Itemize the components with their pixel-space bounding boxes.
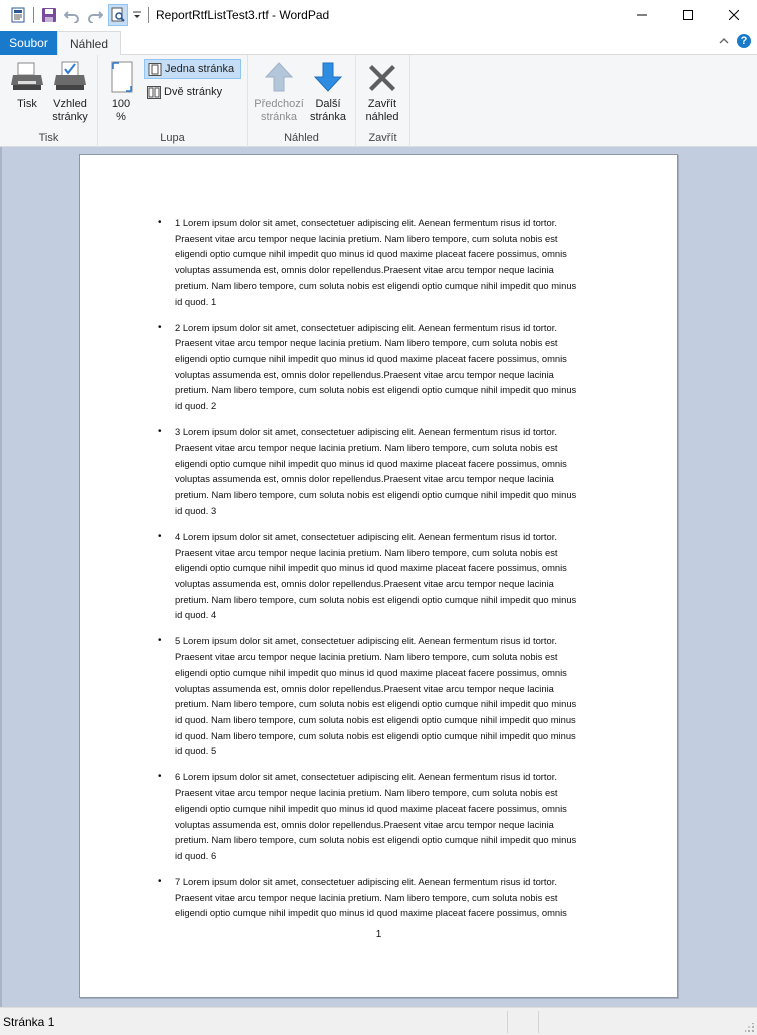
list-item-line: eligendi optio cumque nihil impedit quo minus id quod maxime placeat facere possimus, omnis	[175, 248, 567, 260]
list-item-line: 4 Lorem ipsum dolor sit amet, consectetuer adipiscing elit. Aenean fermentum risus id tortor.	[175, 530, 557, 542]
two-pages-label: Dvě stránky	[164, 86, 223, 98]
list-item-line: eligendi optio cumque nihil impedit quo minus id quod maxime placeat facere possimus, omnis	[175, 562, 567, 574]
status-page-indicator: Stránka 1	[3, 1015, 55, 1029]
two-pages-icon	[147, 86, 161, 99]
zoom-100-label	[112, 98, 130, 124]
list-item-line: voluptas assumenda est, omnis dolor repellendus.Praesent vitae arcu tempor neque lacinia	[175, 818, 554, 830]
list-item-line: Praesent vitae arcu tempor neque lacinia pretium. Nam libero tempore, cum soluta nobis est	[175, 651, 558, 663]
list-bullet: •	[158, 217, 162, 228]
list-bullet: •	[158, 321, 162, 333]
preview-group-label: Náhled	[284, 132, 319, 144]
arrow-up-icon	[261, 59, 297, 95]
list-item-line: eligendi optio cumque nihil impedit quo minus id quod maxime placeat facere possimus, omnis	[175, 666, 567, 678]
list-item	[158, 529, 628, 623]
list-item-line: id quod. 3	[175, 504, 217, 516]
print-group-label: Tisk	[38, 132, 59, 144]
close-preview-button[interactable]	[360, 59, 404, 124]
list-item-line: eligendi optio cumque nihil impedit quo minus id quod maxime placeat facere possimus, omnis	[175, 907, 567, 919]
previous-page-label-line2: stránka	[260, 111, 298, 123]
two-pages-button[interactable]	[144, 82, 241, 102]
list-item	[158, 874, 628, 921]
help-icon[interactable]: ?	[737, 34, 751, 48]
list-item-line: 3 Lorem ipsum dolor sit amet, consectetuer adipiscing elit. Aenean fermentum risus id tortor.	[175, 426, 557, 438]
page-setup-label-line2: stránky	[52, 111, 88, 123]
next-page-label-line1: Další	[315, 98, 341, 110]
list-item-line: id quod. Nam libero tempore, cum soluta nobis est eligendi optio cumque nihil impedit quo minus	[175, 729, 576, 741]
title-bar	[0, 0, 757, 30]
list-item	[158, 424, 628, 518]
previous-page-label-line1: Předchozí	[254, 98, 304, 110]
one-page-label: Jedna stránka	[165, 63, 235, 75]
print-preview-icon[interactable]	[108, 4, 128, 26]
list-item-line: Praesent vitae arcu tempor neque lacinia pretium. Nam libero tempore, cum soluta nobis est	[175, 891, 558, 903]
undo-icon[interactable]	[62, 4, 82, 26]
list-item	[158, 633, 628, 759]
page-setup-label	[52, 98, 87, 124]
next-page-label-line2: stránka	[309, 111, 347, 123]
list-item-line: eligendi optio cumque nihil impedit quo minus id quod maxime placeat facere possimus, omnis	[175, 802, 567, 814]
list-item-line: pretium. Nam libero tempore, cum soluta nobis est eligendi optio cumque nihil impedit quo minus	[175, 384, 577, 396]
status-divider	[507, 1011, 508, 1033]
one-page-icon	[148, 63, 162, 76]
tab-preview[interactable]: Náhled	[57, 31, 121, 56]
qat-separator	[33, 7, 34, 23]
close-preview-x-icon	[364, 59, 400, 95]
list-item-line: Praesent vitae arcu tempor neque lacinia pretium. Nam libero tempore, cum soluta nobis est	[175, 441, 558, 453]
list-item-line: eligendi optio cumque nihil impedit quo minus id quod maxime placeat facere possimus, omnis	[175, 457, 567, 469]
minimize-ribbon-chevron-up-icon[interactable]	[719, 34, 729, 48]
list-item	[158, 320, 628, 414]
resize-grip-icon[interactable]	[745, 1023, 755, 1033]
list-bullet: •	[158, 876, 162, 888]
page-setup-button[interactable]	[48, 59, 92, 124]
list-item-line: voluptas assumenda est, omnis dolor repellendus.Praesent vitae arcu tempor neque lacinia	[175, 473, 554, 485]
list-item-line: pretium. Nam libero tempore, cum soluta nobis est eligendi optio cumque nihil impedit quo minus	[175, 698, 577, 710]
app-menu-icon[interactable]	[8, 4, 28, 26]
list-item-line: id quod. 6	[175, 849, 217, 861]
redo-icon[interactable]	[85, 4, 105, 26]
next-page-button[interactable]	[306, 59, 350, 124]
status-divider	[538, 1011, 539, 1033]
list-item-line: 7 Lorem ipsum dolor sit amet, consectetuer adipiscing elit. Aenean fermentum risus id tortor.	[175, 876, 557, 888]
list-bullet: •	[158, 771, 162, 783]
preview-page	[79, 154, 678, 998]
list-bullet: •	[158, 426, 162, 438]
close-group	[356, 55, 410, 147]
arrow-down-icon	[310, 59, 346, 95]
list-item-line: Praesent vitae arcu tempor neque lacinia pretium. Nam libero tempore, cum soluta nobis est	[175, 232, 558, 244]
ribbon	[0, 55, 757, 147]
save-icon[interactable]	[39, 4, 59, 26]
list-item-line: Praesent vitae arcu tempor neque lacinia pretium. Nam libero tempore, cum soluta nobis est	[175, 787, 558, 799]
print-label: Tisk	[17, 98, 37, 110]
status-bar	[0, 1007, 757, 1035]
list-item-line: id quod. 4	[175, 609, 217, 621]
quick-access-toolbar	[0, 0, 154, 30]
list-bullet: •	[158, 635, 162, 647]
close-preview-label-line2: náhled	[365, 111, 399, 123]
close-preview-label	[365, 98, 398, 124]
previous-page-button[interactable]	[252, 59, 306, 124]
ribbon-right-controls	[719, 34, 751, 48]
zoom-label-line2: %	[116, 111, 126, 123]
list-item-line: id quod. 2	[175, 400, 217, 412]
list-item-line: 6 Lorem ipsum dolor sit amet, consectetuer adipiscing elit. Aenean fermentum risus id tortor.	[175, 771, 557, 783]
list-item-line: voluptas assumenda est, omnis dolor repellendus.Praesent vitae arcu tempor neque lacinia	[175, 682, 554, 694]
list-item-line: eligendi optio cumque nihil impedit quo minus id quod maxime placeat facere possimus, omnis	[175, 353, 567, 365]
minimize-button[interactable]	[619, 0, 665, 30]
list-item-line: voluptas assumenda est, omnis dolor repellendus.Praesent vitae arcu tempor neque lacinia	[175, 264, 554, 276]
print-preview-area[interactable]	[0, 147, 757, 1007]
list-item-line: id quod. 5	[175, 745, 217, 757]
list-bullet: •	[158, 530, 162, 542]
zoom-100-button[interactable]	[104, 59, 138, 124]
zoom-group-label: Lupa	[160, 132, 185, 144]
list-item-line: 2 Lorem ipsum dolor sit amet, consectetuer adipiscing elit. Aenean fermentum risus id tortor.	[175, 321, 557, 333]
list-item-line: id quod. Nam libero tempore, cum soluta nobis est eligendi optio cumque nihil impedit quo minus	[175, 713, 576, 725]
window-title: ReportRtfListTest3.rtf - WordPad	[156, 8, 330, 22]
customize-qat-chevron-down-icon[interactable]	[131, 4, 143, 26]
maximize-button[interactable]	[665, 0, 711, 30]
list-item-line: voluptas assumenda est, omnis dolor repellendus.Praesent vitae arcu tempor neque lacinia	[175, 577, 554, 589]
ribbon-tabs	[0, 30, 757, 55]
printer-icon	[9, 59, 45, 95]
list-item-line: Praesent vitae arcu tempor neque lacinia pretium. Nam libero tempore, cum soluta nobis est	[175, 337, 558, 349]
tab-file[interactable]: Soubor	[0, 31, 57, 55]
zoom-group	[98, 55, 248, 147]
one-page-button[interactable]	[144, 59, 241, 79]
list-item-line: 5 Lorem ipsum dolor sit amet, consectetuer adipiscing elit. Aenean fermentum risus id tortor.	[175, 635, 557, 647]
print-group	[0, 55, 98, 147]
list-item-line: pretium. Nam libero tempore, cum soluta nobis est eligendi optio cumque nihil impedit quo minus	[175, 489, 577, 501]
list-item-line: voluptas assumenda est, omnis dolor repellendus.Praesent vitae arcu tempor neque lacinia	[175, 368, 554, 380]
page-setup-icon	[52, 59, 88, 95]
close-preview-label-line1: Zavřít	[367, 98, 397, 110]
previous-page-label	[254, 98, 304, 124]
list-item-line: pretium. Nam libero tempore, cum soluta nobis est eligendi optio cumque nihil impedit quo minus	[175, 834, 577, 846]
list-item-line: Praesent vitae arcu tempor neque lacinia pretium. Nam libero tempore, cum soluta nobis est	[175, 546, 558, 558]
list-item-line: pretium. Nam libero tempore, cum soluta nobis est eligendi optio cumque nihil impedit quo minus	[175, 279, 577, 291]
qat-separator-2	[148, 7, 149, 23]
list-item	[158, 769, 628, 863]
list-item	[158, 215, 628, 309]
page-setup-label-line1: Vzhled	[53, 98, 87, 110]
zoom-label-line1: 100	[111, 98, 131, 110]
close-group-label: Zavřít	[368, 132, 397, 144]
close-window-button[interactable]	[711, 0, 757, 30]
print-button[interactable]	[8, 59, 46, 111]
zoom-page-icon	[103, 59, 139, 95]
bulleted-list	[158, 215, 628, 932]
list-item-line: 1 Lorem ipsum dolor sit amet, consectetuer adipiscing elit. Aenean fermentum risus id tortor.	[175, 217, 557, 228]
list-item-line: pretium. Nam libero tempore, cum soluta nobis est eligendi optio cumque nihil impedit quo minus	[175, 593, 577, 605]
window-controls	[619, 0, 757, 30]
next-page-label	[310, 98, 346, 124]
page-number: 1	[375, 929, 382, 940]
preview-group	[248, 55, 356, 147]
list-item-line: id quod. 1	[175, 295, 217, 307]
